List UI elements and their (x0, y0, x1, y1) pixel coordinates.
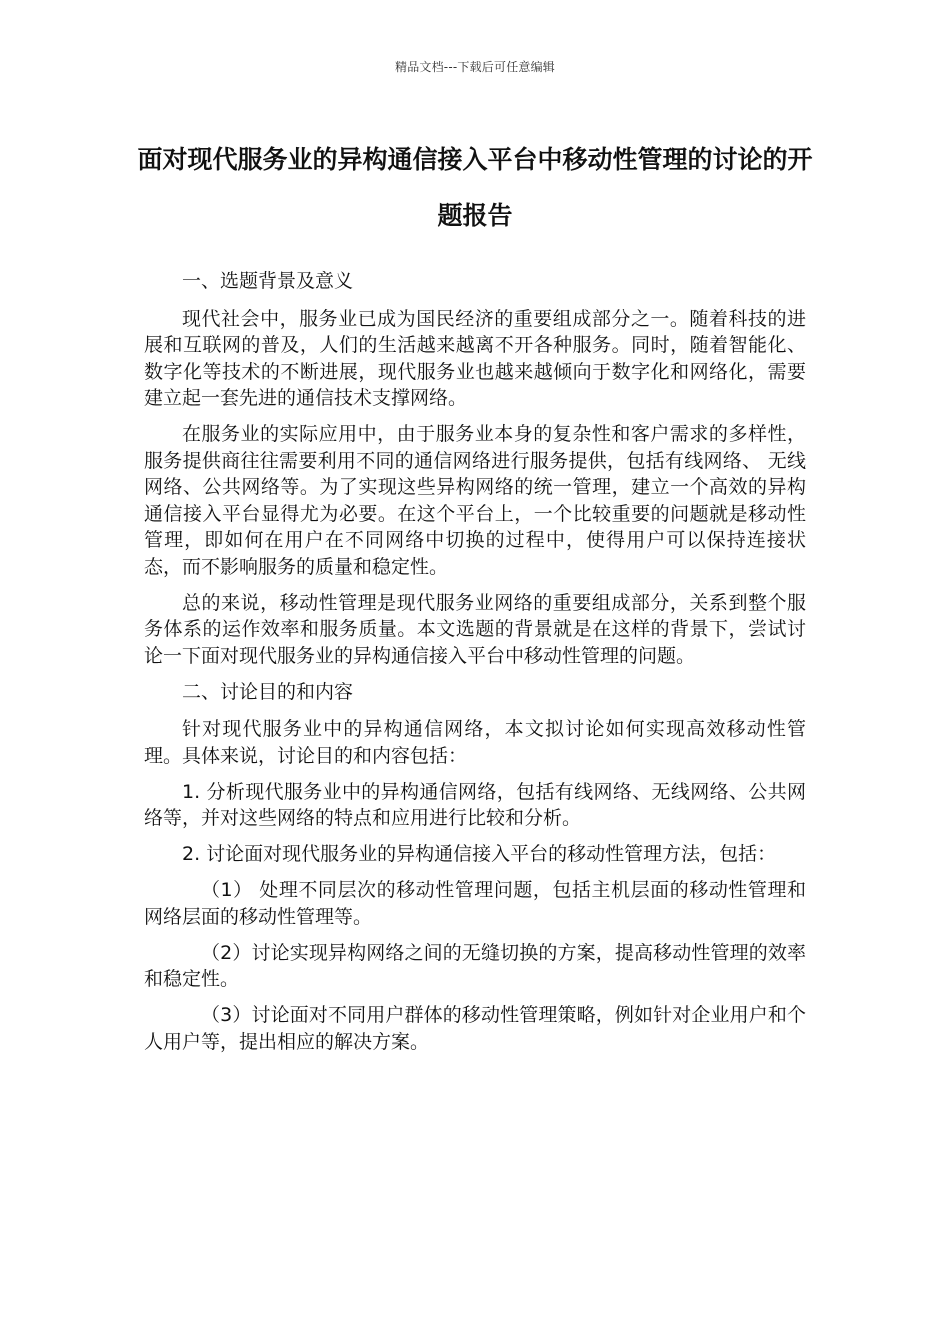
paragraph: 针对现代服务业中的异构通信网络，本文拟讨论如何实现高效移动性管理。具体来说，讨论目的和内容包括： (144, 718, 806, 767)
numbered-item: 1. 分析现代服务业中的异构通信网络，包括有线网络、无线网络、公共网络等，并对这些网络的特点和应用进行比较和分析。 (144, 780, 806, 829)
page-header-watermark: 精品文档---下载后可任意编辑 (395, 60, 555, 74)
section-heading-objectives: 二、讨论目的和内容 (182, 680, 354, 703)
sub-item: （2）讨论实现异构网络之间的无缝切换的方案，提高移动性管理的效率和稳定性。 (144, 941, 806, 990)
document-body (144, 268, 806, 1065)
numbered-item: 2. 讨论面对现代服务业的异构通信接入平台的移动性管理方法，包括： (182, 843, 777, 865)
document-title: 面对现代服务业的异构通信接入平台中移动性管理的讨论的开题报告 (137, 145, 813, 230)
sub-item: （1） 处理不同层次的移动性管理问题，包括主机层面的移动性管理和网络层面的移动性管理等。 (144, 879, 806, 928)
paragraph: 在服务业的实际应用中，由于服务业本身的复杂性和客户需求的多样性，服务提供商往往需要利用不同的通信网络进行服务提供，包括有线网络、 无线网络、公共网络等。为了实现这些异构网络的统一管理，建立一个高效的异构通信接入平台显得尤为必要。在这个平台上，一个比较重要的问题就是移动性管理，即如何在用户在不同网络中切换的过程中，使得用户可以保持连接状态，而不影响服务的质量和稳定性。 (144, 423, 806, 578)
paragraph: 总的来说，移动性管理是现代服务业网络的重要组成部分，关系到整个服务体系的运作效率和服务质量。本文选题的背景就是在这样的背景下，尝试讨论一下面对现代服务业的异构通信接入平台中移动性管理的问题。 (144, 591, 806, 667)
paragraph: 现代社会中，服务业已成为国民经济的重要组成部分之一。随着科技的进展和互联网的普及，人们的生活越来越离不开各种服务。同时，随着智能化、数字化等技术的不断进展，现代服务业也越来越倾向于数字化和网络化，需要建立起一套先进的通信技术支撑网络。 (144, 307, 806, 409)
sub-item: （3）讨论面对不同用户群体的移动性管理策略，例如针对企业用户和个人用户等，提出相应的解决方案。 (144, 1004, 806, 1053)
section-heading-background: 一、选题背景及意义 (182, 270, 354, 292)
